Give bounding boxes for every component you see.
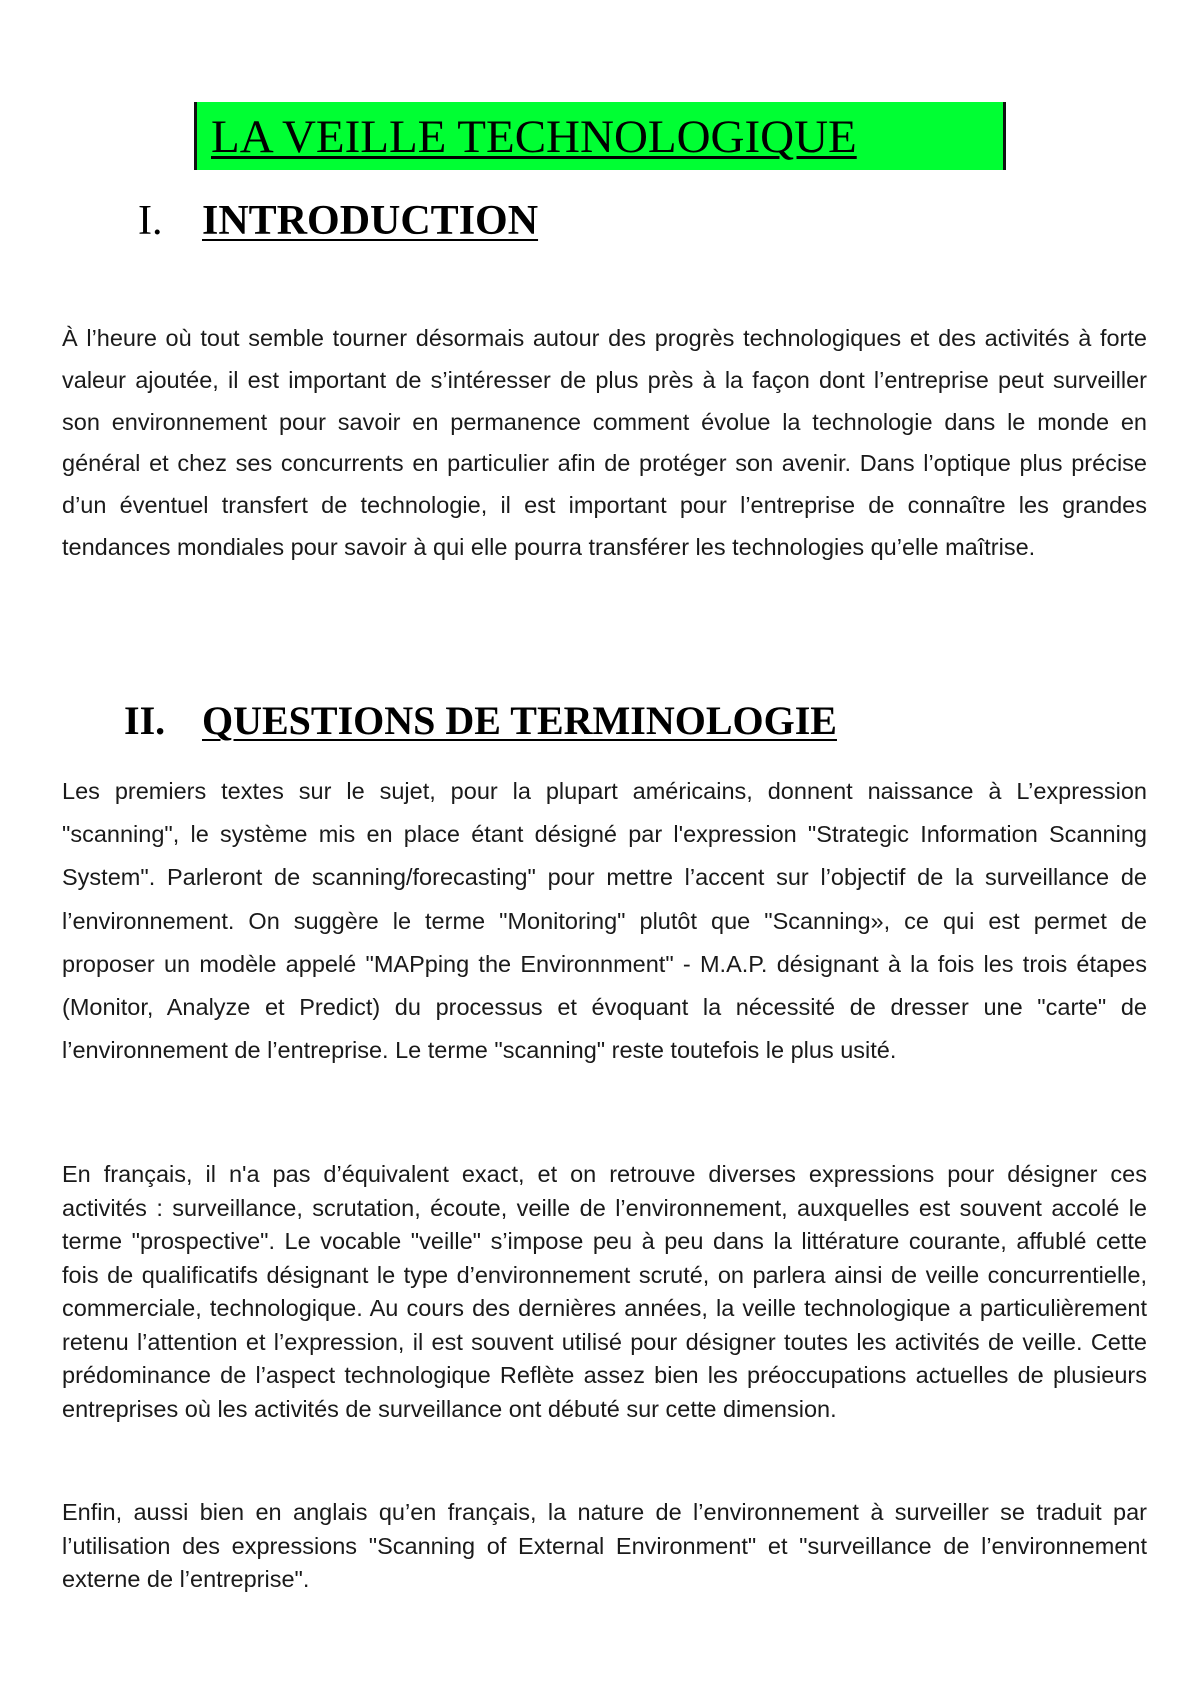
section-2-heading [124,697,837,745]
introduction-paragraph: À l’heure où tout semble tourner désormais autour des progrès technologiques et des activités à forte valeur ajoutée, il est important de s’intéresser de plus près à la façon dont l’entreprise peut surveiller son environnement pour savoir en permanence comment évolue la technologie dans le monde en général et chez ses concurrents en particulier afin de protéger son avenir. Dans l’optique plus précise d’un éventuel transfert de technologie, il est important pour l’entreprise de connaître les grandes tendances mondiales pour savoir à qui elle pourra transférer les technologies qu’elle maîtrise. [62,325,1147,560]
terminology-paragraph-2: En français, il n'a pas d’équivalent exact, et on retrouve diverses expressions pour désigner ces activités : surveillance, scrutation, écoute, veille de l’environnement, auxquelles est souvent accolé le terme "prospective". Le vocable "veille" s’impose peu à peu dans la littérature courante, affublé cette fois de qualificatifs désignant le type d’environnement scruté, on parlera ainsi de veille concurrentielle, commerciale, technologique. Au cours des dernières années, la veille technologique a particulièrement retenu l’attention et l’expression, il est souvent utilisé pour désigner toutes les activités de veille. Cette prédominance de l’aspect technologique Reflète assez bien les préoccupations actuelles de plusieurs entreprises où les activités de surveillance ont débuté sur cette dimension. [62,1161,1147,1422]
terminology-paragraph-1: Les premiers textes sur le sujet, pour la plupart américains, donnent naissance à L’expression "scanning", le système mis en place étant désigné par l'expression "Strategic Information Scanning System". Parleront de scanning/forecasting" pour mettre l’accent sur l’objectif de la surveillance de l’environnement. On suggère le terme "Monitoring" plutôt que "Scanning», ce qui est permet de proposer un modèle appelé "MAPping the Environnment" - M.A.P. désignant à la fois les trois étapes (Monitor, Analyze et Predict) du processus et évoquant la nécessité de dresser une "carte" de l’environnement de l’entreprise. Le terme "scanning" reste toutefois le plus usité. [62,778,1147,1064]
document-title: LA VEILLE TECHNOLOGIQUE [211,111,857,163]
terminology-paragraph-3: Enfin, aussi bien en anglais qu’en français, la nature de l’environnement à surveiller se traduit par l’utilisation des expressions "Scanning of External Environment" et "surveillance de l’environnement externe de l’entreprise". [62,1499,1147,1592]
title-highlight-box [194,102,1006,170]
section-1-number: I. [138,198,163,244]
section-2-number: II. [124,698,166,743]
section-2-title: QUESTIONS DE TERMINOLOGIE [202,698,837,743]
section-1-title: INTRODUCTION [202,198,539,244]
section-1-heading [138,196,538,246]
